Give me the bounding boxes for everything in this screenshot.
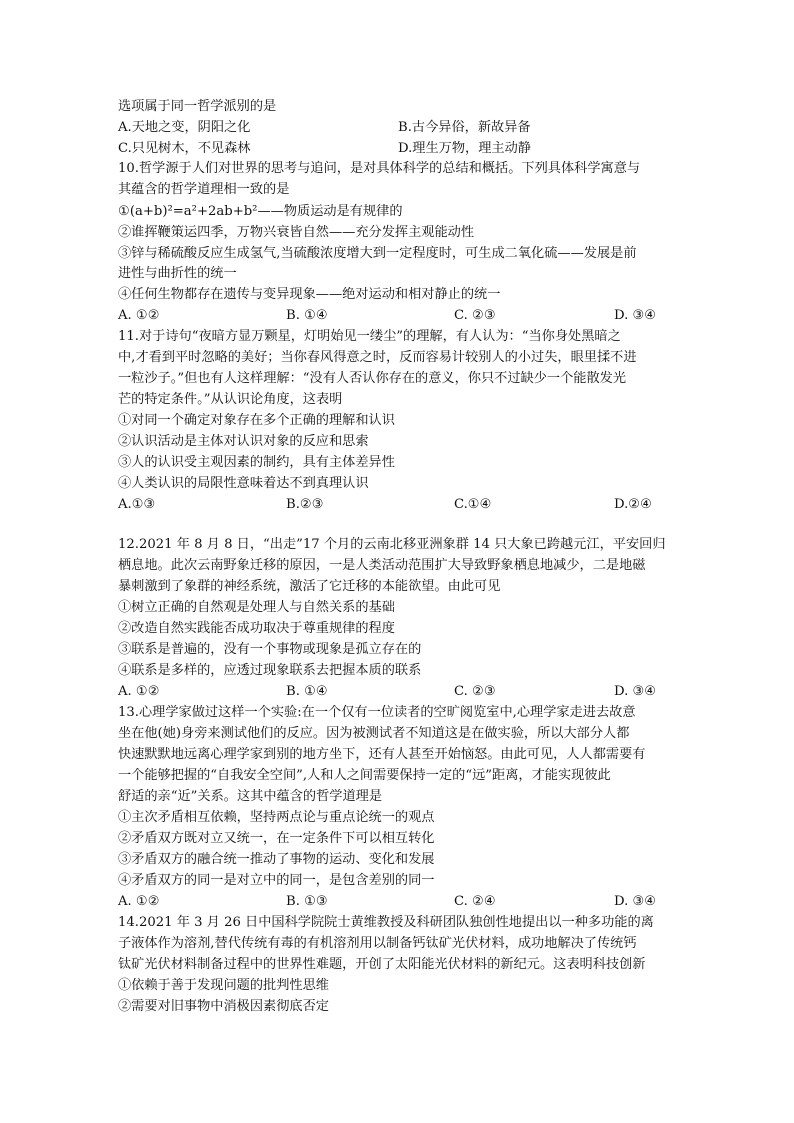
q13-option-b: B. ①③ bbox=[286, 894, 328, 909]
q9-option-d: D.理生万物，理主动静 bbox=[398, 141, 531, 156]
q10-item: 进性与曲折性的统一 bbox=[118, 266, 237, 281]
q11-option-c: C.①④ bbox=[454, 497, 492, 512]
q13-stem-line: 一个能够把握的“自我安全空间”,人和人之间需要保持一定的“远”距离，才能实现彼此 bbox=[118, 768, 611, 783]
q13-option-c: C. ②④ bbox=[454, 894, 496, 909]
q12-item: ③联系是普遍的，没有一个事物或现象是孤立存在的 bbox=[118, 642, 422, 657]
q11-item: ②认识活动是主体对认识对象的反应和思索 bbox=[118, 434, 369, 449]
q14-item: ①依赖于善于发现问题的批判性思维 bbox=[118, 978, 329, 993]
q10-option-c: C. ②③ bbox=[454, 308, 496, 323]
q12-item: ④联系是多样的，应透过现象联系去把握本质的联系 bbox=[118, 663, 422, 678]
q13-stem-line: 13.心理学家做过这样一个实验:在一个仅有一位读者的空旷阅览室中,心理学家走进去故意 bbox=[118, 705, 636, 720]
q12-option-b: B. ①④ bbox=[286, 684, 328, 699]
q11-stem-line: 中,才看到平时忽略的美好；当你春风得意之时，反而容易计较别人的小过失，眼里揉不进 bbox=[118, 350, 637, 365]
q13-item: ①主次矛盾相互依赖，坚持两点论与重点论统一的观点 bbox=[118, 810, 435, 825]
q11-option-a: A.①③ bbox=[118, 497, 156, 512]
q11-stem-line: 芒的特定条件。”从认识论角度，这表明 bbox=[118, 392, 343, 407]
q14-stem-line: 14.2021 年 3 月 26 日中国科学院院士黄维教授及科研团队独创性地提出以一种多功能的离 bbox=[118, 915, 654, 930]
q12-item: ①树立正确的自然观是处理人与自然关系的基础 bbox=[118, 600, 395, 615]
q13-item: ④矛盾双方的同一是对立中的同一，是包含差别的同一 bbox=[118, 873, 435, 888]
q13-stem-line: 舒适的亲“近”关系。这其中蕴含的哲学道理是 bbox=[118, 789, 383, 804]
q10-option-b: B. ①④ bbox=[286, 308, 328, 323]
q14-stem-line: 钛矿光伏材料制备过程中的世界性难题，开创了太阳能光伏材料的新纪元。这表明科技创新 bbox=[118, 957, 646, 972]
q12-options bbox=[118, 684, 678, 700]
q11-option-b: B.②③ bbox=[286, 497, 324, 512]
q10-options bbox=[118, 308, 678, 324]
q11-stem-line: 一粒沙子。”但也有人这样理解：“没有人否认你存在的意义，你只不过缺少一个能散发光 bbox=[118, 371, 627, 386]
q13-option-d: D. ③④ bbox=[614, 894, 657, 909]
q9-stem: 选项属于同一哲学派别的是 bbox=[118, 99, 277, 114]
q11-item: ④人类认识的局限性意味着达不到真理认识 bbox=[118, 476, 369, 491]
q9-options-row1 bbox=[118, 120, 678, 136]
q11-options bbox=[118, 497, 678, 513]
q12-option-d: D. ③④ bbox=[614, 684, 657, 699]
q12-stem-line: 栖息地。此次云南野象迁移的原因，一是人类活动范围扩大导致野象栖息地减少，二是地磁 bbox=[118, 558, 646, 573]
q13-item: ②矛盾双方既对立又统一，在一定条件下可以相互转化 bbox=[118, 831, 435, 846]
q10-item: ①(a+b)²=a²+2ab+b²——物质运动是有规律的 bbox=[118, 204, 403, 219]
q10-stem-line: 其蕴含的哲学道理相一致的是 bbox=[118, 182, 290, 197]
q9-option-a: A.天地之变，阴阳之化 bbox=[118, 120, 251, 135]
q11-option-d: D.②④ bbox=[614, 497, 652, 512]
q11-item: ①对同一个确定对象存在多个正确的理解和认识 bbox=[118, 413, 395, 428]
q13-item: ③矛盾双方的融合统一推动了事物的运动、变化和发展 bbox=[118, 852, 435, 867]
q10-option-d: D. ③④ bbox=[614, 308, 657, 323]
q10-option-a: A. ①② bbox=[118, 308, 160, 323]
q13-stem-line: 坐在他(她)身旁来测试他们的反应。因为被测试者不知道这是在做实验，所以大部分人都 bbox=[118, 726, 630, 741]
q10-stem-line: 10.哲学源于人们对世界的思考与追问，是对具体科学的总结和概括。下列具体科学寓意与 bbox=[118, 161, 641, 176]
q13-options bbox=[118, 894, 678, 910]
q10-item: ③锌与稀硫酸反应生成氢气,当硫酸浓度增大到一定程度时，可生成二氧化硫——发展是前 bbox=[118, 246, 637, 261]
q9-options-row2 bbox=[118, 141, 678, 157]
q12-option-c: C. ②③ bbox=[454, 684, 496, 699]
q9-option-c: C.只见树木，不见森林 bbox=[118, 141, 251, 156]
q10-item: ④任何生物都存在遗传与变异现象——绝对运动和相对静止的统一 bbox=[118, 287, 501, 302]
q11-stem-line: 11.对于诗句“夜暗方显万颗星，灯明始见一缕尘”的理解，有人认为：“当你身处黑暗之 bbox=[118, 329, 621, 344]
q12-stem-line: 12.2021 年 8 月 8 日，“出走”17 个月的云南北移亚洲象群 14 只大象已跨越元江，平安回归 bbox=[118, 537, 666, 552]
q9-option-b: B.古今异俗，新故异备 bbox=[398, 120, 531, 135]
q11-item: ③人的认识受主观因素的制约，具有主体差异性 bbox=[118, 455, 395, 470]
q12-item: ②改造自然实践能否成功取决于尊重规律的程度 bbox=[118, 621, 395, 636]
q14-stem-line: 子液体作为溶剂,替代传统有毒的有机溶剂用以制备钙钛矿光伏材料，成功地解决了传统钙 bbox=[118, 936, 637, 951]
q12-option-a: A. ①② bbox=[118, 684, 160, 699]
q13-stem-line: 快速默默地远离心理学家到别的地方坐下，还有人甚至开始恼怒。由此可见，人人都需要有 bbox=[118, 747, 646, 762]
q13-option-a: A. ①② bbox=[118, 894, 160, 909]
q14-item: ②需要对旧事物中消极因素彻底否定 bbox=[118, 999, 329, 1014]
q10-item: ②谁挥鞭策运四季，万物兴衰皆自然——充分发挥主观能动性 bbox=[118, 225, 475, 240]
q12-stem-line: 暴刺激到了象群的神经系统，激活了它迁移的本能欲望。由此可见 bbox=[118, 579, 501, 594]
